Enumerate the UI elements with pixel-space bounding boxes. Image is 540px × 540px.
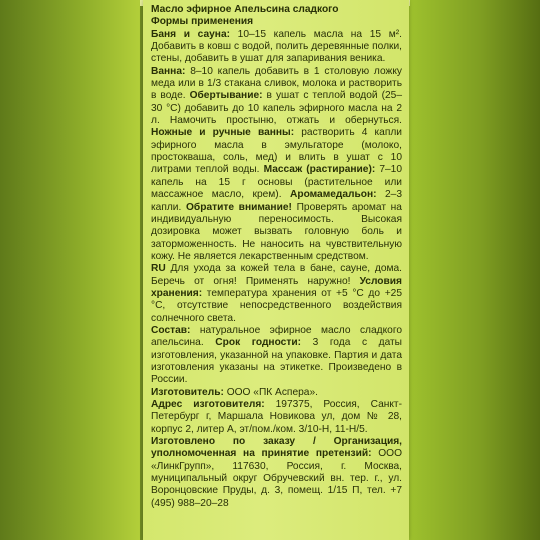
storage-label: Условия хранения:	[151, 275, 402, 299]
massage-text: 7–10 капель на 15 г основы (растительное или массажное масло, крем).	[151, 164, 402, 201]
background-right	[408, 0, 540, 540]
ru-paragraph	[151, 263, 402, 325]
address-text: 197375, Россия, Санкт-Петербург г, Маршала Новикова ул, дом № 28, корпус 2, литер А, эт/пом./ком. 3/10-Н, 11-Н/5.	[151, 399, 402, 435]
aroma-label: Аромамедальон:	[289, 189, 386, 201]
storage-text: температура хранения от +5 °С до +25 °С, отсутствие непосредственного воздействия солнечного света.	[151, 287, 402, 324]
background-left	[0, 0, 140, 540]
wrap-text: в ушат с теплой водой (25–30 °С) добавить до 10 капель эфирного масла на 2 л. Намочить простыню, отжать и обернуться.	[151, 90, 402, 127]
attention-text: Проверять аромат на индивидуальную переносимость. Высокая дозировка может вызвать головную боль и заторможенность. Не наносить на чувствительную кожу. Не является лекарственным средством.	[151, 201, 402, 262]
wrap-label: Обертывание:	[189, 90, 267, 102]
attention-label: Обратите внимание!	[186, 201, 297, 213]
label-text	[151, 4, 402, 510]
address-label: Адрес изготовителя:	[151, 399, 276, 410]
bath-sauna-text: 10–15 капель масла на 15 м². Добавить в ковш с водой, полить деревянные полки, стены, добавить в ушат для запаривания веника.	[151, 28, 402, 65]
order-text: ООО «ЛинкГрупп», 117630, Россия, г. Москва, муниципальный округ Обручевский вн. тер. г., ул. Воронцовские Пруды, д. 3, помещ. 1/15 П, тел. +7 (495) 988–20–28	[151, 448, 402, 509]
bath-sauna-label: Баня и сауна:	[151, 28, 238, 40]
foot-bath-text: растворить 4 капли эфирного масла в эмульгаторе (молоко, простокваша, соль, мед) и влить в ушат с 10 литрами теплой воды.	[151, 127, 403, 176]
manufacturer-label: Изготовитель:	[151, 386, 227, 398]
bath-text: 8–10 капель добавить в 1 столовую ложку меда или в 1/3 стакана сливок, молока и растворить в воде.	[151, 65, 402, 102]
massage-label: Массаж (растирание):	[263, 164, 380, 176]
manufacturer-text: ООО «ПК Аспера».	[226, 386, 318, 398]
composition-paragraph	[151, 325, 402, 387]
order-paragraph	[151, 436, 402, 510]
composition-label: Состав:	[151, 324, 200, 336]
aroma-text: 2–3 капли.	[151, 189, 403, 213]
foot-bath-label: Ножные и ручные ванны:	[151, 127, 302, 139]
order-label: Изготовлено по заказу / Организация, уполномоченная на принятие претензий:	[151, 436, 402, 460]
address-paragraph	[151, 399, 402, 436]
shelf-life-label: Срок годности:	[215, 337, 313, 349]
bath-sauna-paragraph	[151, 29, 402, 66]
shelf-life-text: 3 года с даты изготовления, указанной на упаковке. Партия и дата изготовления указаны на этикетке. Произведено в России.	[151, 337, 403, 386]
manufacturer-paragraph	[151, 387, 402, 399]
ru-label: RU	[151, 263, 171, 275]
composition-text: натуральное эфирное масло сладкого апельсина.	[151, 324, 402, 349]
forms-heading: Формы применения	[151, 16, 254, 28]
product-title: Масло эфирное Апельсина сладкого	[151, 4, 339, 15]
bath-paragraph	[151, 66, 402, 264]
bath-label: Ванна:	[151, 65, 191, 77]
ru-text: Для ухода за кожей тела в бане, сауне, дома. Беречь от огня! Применять наружно!	[151, 263, 402, 287]
